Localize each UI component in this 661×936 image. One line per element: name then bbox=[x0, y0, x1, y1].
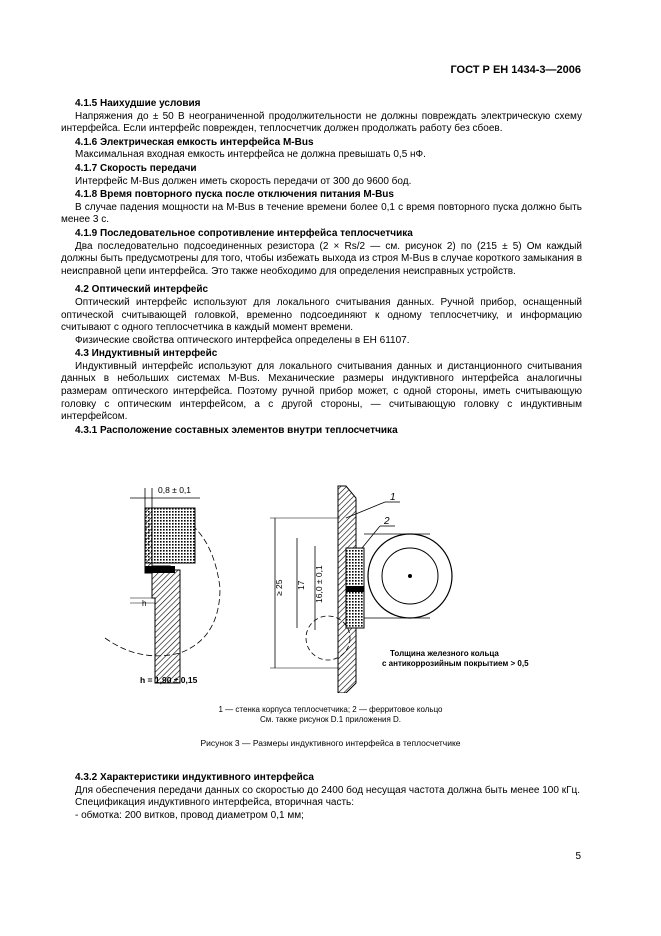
label-2: 2 bbox=[384, 516, 390, 527]
right-detail-drawing bbox=[270, 486, 529, 693]
main-text bbox=[61, 97, 582, 437]
paragraph: - обмотка: 200 витков, провод диаметром 0,1 мм; bbox=[75, 809, 304, 821]
section-heading: 4.1.5 Наихудшие условия bbox=[75, 98, 201, 109]
dim-16: 16,0 ± 0,1 bbox=[314, 565, 324, 603]
left-detail-drawing bbox=[105, 485, 220, 685]
section-heading: 4.3.1 Расположение составных элементов внутри теплосчетчика bbox=[75, 424, 398, 436]
main-text-2 bbox=[61, 771, 582, 822]
figure-see-also: См. также рисунок D.1 приложения D. bbox=[259, 715, 402, 724]
note-line-1: Толщина железного кольца bbox=[390, 649, 499, 658]
dim-top-label: 0,8 ± 0,1 bbox=[158, 485, 192, 495]
dim-h-value: h = 1,90 ± 0,15 bbox=[140, 675, 198, 685]
section-heading: 4.1.6 Электрическая емкость интерфейса M-Bus bbox=[75, 136, 314, 148]
page-number: 5 bbox=[575, 851, 581, 862]
dim-25: ≥ 25 bbox=[274, 579, 284, 596]
section-heading: 4.2 Оптический интерфейс bbox=[75, 284, 209, 296]
section-heading: 4.3.2 Характеристики индуктивного интерфейса bbox=[75, 772, 314, 783]
figure-3 bbox=[100, 478, 560, 693]
paragraph: Спецификация индуктивного интерфейса, вторичная часть: bbox=[75, 797, 355, 809]
label-1: 1 bbox=[390, 492, 396, 503]
section-heading: 4.1.9 Последовательное сопротивление интерфейса теплосчетчика bbox=[75, 227, 413, 239]
section-heading: 4.1.7 Скорость передачи bbox=[75, 162, 197, 174]
dim-17: 17 bbox=[296, 580, 306, 590]
paragraph: Индуктивный интерфейс используют для локального считывания данных и дистанционного считывания данных в небольших системах M-Bus. Механические размеры индуктивного интерфейса аналогичны размерам оптического интерфейса. Поэтому ручной прибор может, с одной стороны, иметь считывающую головку с оптическим интерфейсом, а с другой стороны, — считывающую головку с индуктивным интерфейсом. bbox=[61, 360, 582, 423]
dim-h-label: h bbox=[142, 599, 147, 608]
note-line-2: с антикоррозийным покрытием > 0,5 bbox=[382, 659, 529, 668]
section-heading: 4.1.8 Время повторного пуска после отключения питания M-Bus bbox=[75, 189, 394, 201]
section-heading: 4.3 Индуктивный интерфейс bbox=[75, 348, 218, 360]
paragraph: Интерфейс M-Bus должен иметь скорость передачи от 300 до 9600 бод. bbox=[75, 175, 412, 187]
document-header: ГОСТ Р ЕН 1434-3—2006 bbox=[450, 64, 581, 76]
paragraph: Оптический интерфейс используют для локального считывания данных. Ручной прибор, оснащенный оптической считывающей головкой, временно подсоединяют к одному теплосчетчику, и информацию считывают с одного теплосчетчика в каждый момент времени. bbox=[61, 296, 582, 334]
paragraph: Напряжения до ± 50 В неограниченной продолжительности не должны повреждать электрическую схему интерфейса. Если интерфейс поврежден, теплосчетчик должен продолжать работу без сбоев. bbox=[61, 110, 582, 135]
figure-title: Рисунок 3 — Размеры индуктивного интерфейса в теплосчетчике bbox=[200, 738, 461, 748]
paragraph: Для обеспечения передачи данных со скоростью до 2400 бод несущая частота должна быть менее 100 кГц. bbox=[75, 784, 580, 796]
paragraph: Максимальная входная емкость интерфейса не должна превышать 0,5 нФ. bbox=[75, 149, 426, 161]
paragraph: Физические свойства оптического интерфейса определены в ЕН 61107. bbox=[75, 334, 410, 346]
figure-legend: 1 — стенка корпуса теплосчетчика; 2 — ферритовое кольцо bbox=[218, 705, 443, 714]
paragraph: В случае падения мощности на M-Bus в течение времени более 0,1 с время повторного пуска должно быть менее 3 с. bbox=[61, 201, 582, 226]
paragraph: Два последовательно подсоединенных резистора (2 × Rs/2 — см. рисунок 2) по (215 ± 5) Ом каждый должны быть предусмотрены для того, чтобы избежать выхода из строя M-Bus в случае короткого замыкания в неисправной цепи интерфейса. Это также необходимо для определения неисправных устройств. bbox=[61, 240, 583, 277]
